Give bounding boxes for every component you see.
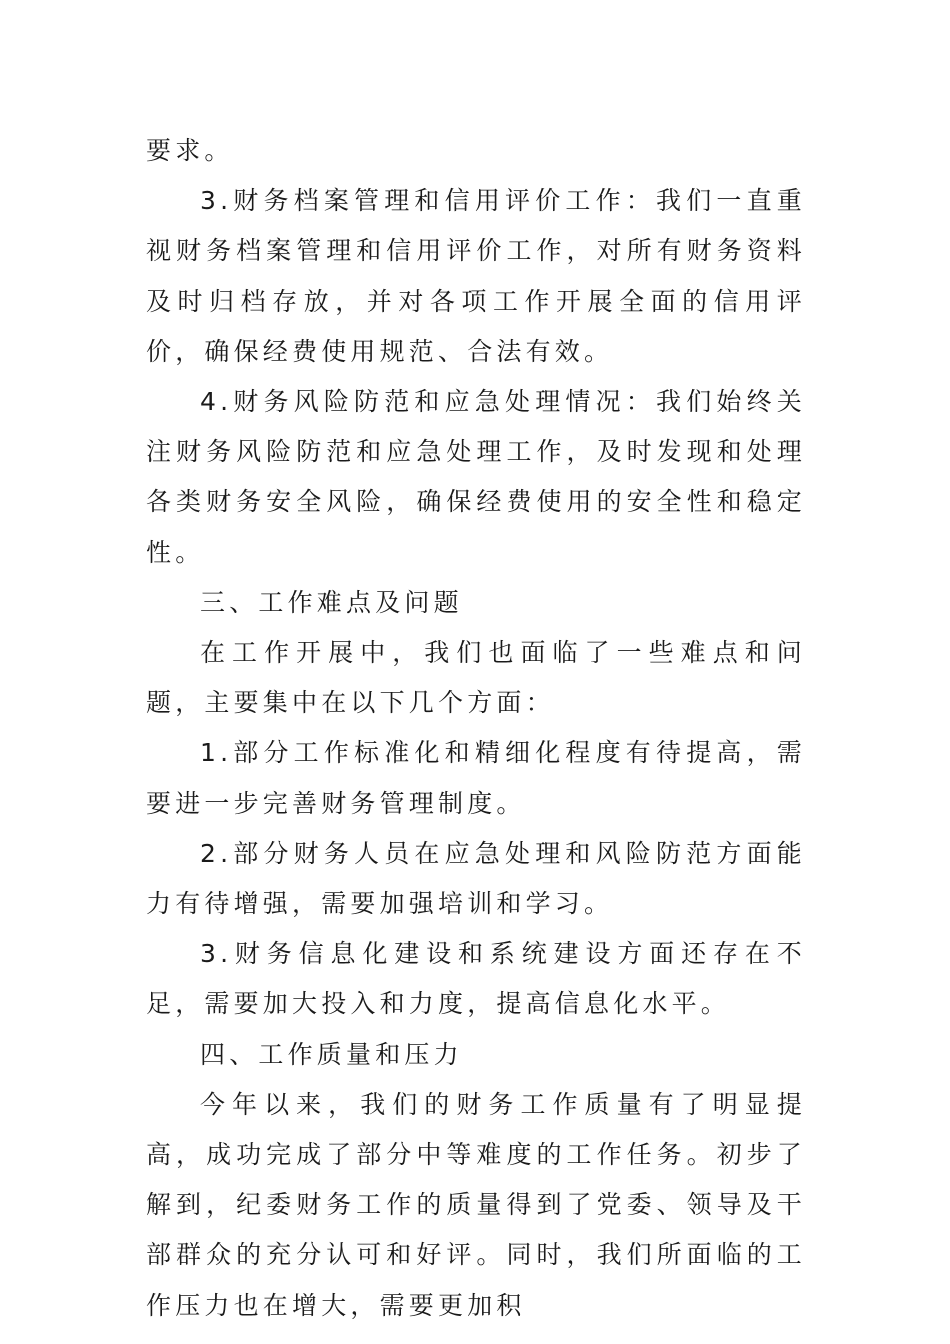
paragraph-issue-2: 2.部分财务人员在应急处理和风险防范方面能力有待增强，需要加强培训和学习。 xyxy=(146,838,806,919)
paragraph-archive-credit: 3.财务档案管理和信用评价工作：我们一直重视财务档案管理和信用评价工作，对所有财务资料及时归档存放，并对各项工作开展全面的信用评价，确保经费使用规范、合法有效。 xyxy=(146,186,806,366)
paragraph-risk-emergency: 4.财务风险防范和应急处理情况：我们始终关注财务风险防范和应急处理工作，及时发现和处理各类财务安全风险，确保经费使用的安全性和稳定性。 xyxy=(146,387,806,567)
paragraph-difficulties-intro: 在工作开展中，我们也面临了一些难点和问题，主要集中在以下几个方面： xyxy=(146,638,806,718)
paragraph-continuation: 要求。 xyxy=(146,136,234,165)
paragraph-issue-1: 1.部分工作标准化和精细化程度有待提高，需要进一步完善财务管理制度。 xyxy=(146,738,806,818)
document-page xyxy=(146,126,806,1331)
section-heading-quality-pressure: 四、工作质量和压力 xyxy=(200,1039,463,1069)
section-heading-difficulties: 三、工作难点及问题 xyxy=(200,587,463,617)
paragraph-issue-3: 3.财务信息化建设和系统建设方面还存在不足，需要加大投入和力度，提高信息化水平。 xyxy=(146,939,806,1019)
paragraph-quality-pressure: 今年以来，我们的财务工作质量有了明显提高，成功完成了部分中等难度的工作任务。初步了解到，纪委财务工作的质量得到了党委、领导及干部群众的充分认可和好评。同时，我们所面临的工作压力也在增大，需要更加积 xyxy=(146,1089,806,1320)
